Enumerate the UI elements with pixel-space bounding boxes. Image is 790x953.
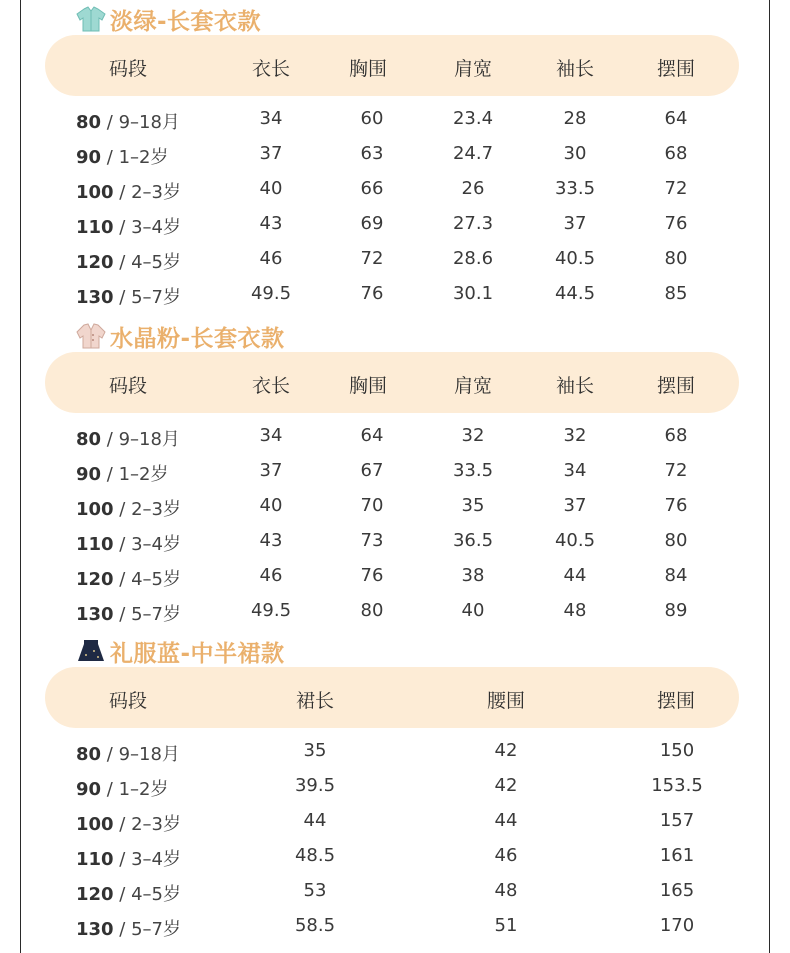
header-hem: 摆围 <box>656 58 696 80</box>
size-label <box>76 213 181 239</box>
table-cell: 48.5 <box>294 845 336 866</box>
header-size: 码段 <box>108 690 148 712</box>
age-range: / 9–18月 <box>101 112 180 133</box>
header-chest: 胸围 <box>348 375 388 397</box>
table-cell: 42 <box>494 740 518 761</box>
header-waist: 腰围 <box>486 690 526 712</box>
table-cell: 44 <box>303 810 327 831</box>
table-cell: 85 <box>664 283 688 304</box>
pink-cardigan-icon <box>74 322 108 350</box>
section-title-text: 水晶粉-长套衣款 <box>110 325 285 352</box>
header-shoulder: 肩宽 <box>453 375 493 397</box>
table-cell: 64 <box>360 425 384 446</box>
table-cell: 30 <box>563 143 587 164</box>
table-cell: 84 <box>664 565 688 586</box>
age-range: / 4–5岁 <box>113 252 181 273</box>
table-cell: 70 <box>360 495 384 516</box>
table-cell: 63 <box>360 143 384 164</box>
table-cell: 32 <box>563 425 587 446</box>
table-cell: 80 <box>664 248 688 269</box>
table-cell: 67 <box>360 460 384 481</box>
table-cell: 37 <box>563 495 587 516</box>
size-code: 130 <box>76 287 114 308</box>
table-cell: 80 <box>664 530 688 551</box>
table-cell: 72 <box>664 460 688 481</box>
age-range: / 5–7岁 <box>113 919 181 940</box>
header-chest: 胸围 <box>348 58 388 80</box>
age-range: / 5–7岁 <box>113 287 181 308</box>
size-code: 90 <box>76 147 102 168</box>
age-range: / 3–4岁 <box>113 217 181 238</box>
size-code: 110 <box>76 217 114 238</box>
table-cell: 35 <box>461 495 485 516</box>
section-title-text: 礼服蓝-中半裙款 <box>110 640 285 667</box>
table-cell: 49.5 <box>250 600 292 621</box>
section-title <box>74 319 285 353</box>
size-label <box>76 283 181 309</box>
table-cell: 76 <box>360 283 384 304</box>
table-cell: 44.5 <box>554 283 596 304</box>
header-length: 衣长 <box>251 58 291 80</box>
size-label <box>76 565 181 591</box>
table-cell: 68 <box>664 143 688 164</box>
size-label <box>76 495 181 521</box>
age-range: / 1–2岁 <box>101 147 169 168</box>
age-range: / 3–4岁 <box>113 849 181 870</box>
table-cell: 39.5 <box>294 775 336 796</box>
size-label <box>76 460 168 486</box>
header-hem: 摆围 <box>656 375 696 397</box>
table-cell: 170 <box>659 915 695 936</box>
table-header <box>45 352 739 413</box>
size-code: 80 <box>76 112 102 133</box>
table-cell: 26 <box>461 178 485 199</box>
table-cell: 73 <box>360 530 384 551</box>
table-cell: 150 <box>659 740 695 761</box>
table-cell: 68 <box>664 425 688 446</box>
header-sleeve: 袖长 <box>555 58 595 80</box>
age-range: / 5–7岁 <box>113 604 181 625</box>
table-cell: 46 <box>494 845 518 866</box>
table-cell: 40.5 <box>554 530 596 551</box>
size-label <box>76 845 181 871</box>
table-cell: 53 <box>303 880 327 901</box>
table-cell: 44 <box>494 810 518 831</box>
table-cell: 40.5 <box>554 248 596 269</box>
table-cell: 165 <box>659 880 695 901</box>
size-code: 120 <box>76 252 114 273</box>
table-cell: 40 <box>259 178 283 199</box>
table-cell: 40 <box>461 600 485 621</box>
table-cell: 24.7 <box>452 143 494 164</box>
green-jacket-icon <box>74 5 108 33</box>
size-label <box>76 810 181 836</box>
table-cell: 23.4 <box>452 108 494 129</box>
size-label <box>76 178 181 204</box>
table-cell: 153.5 <box>651 775 703 796</box>
table-cell: 40 <box>259 495 283 516</box>
size-code: 80 <box>76 429 102 450</box>
table-cell: 32 <box>461 425 485 446</box>
table-header <box>45 35 739 96</box>
header-shoulder: 肩宽 <box>453 58 493 80</box>
size-code: 90 <box>76 464 102 485</box>
size-code: 100 <box>76 499 114 520</box>
age-range: / 9–18月 <box>101 429 180 450</box>
size-label <box>76 880 181 906</box>
table-cell: 43 <box>259 213 283 234</box>
size-code: 80 <box>76 744 102 765</box>
table-cell: 37 <box>563 213 587 234</box>
table-cell: 34 <box>259 425 283 446</box>
table-cell: 33.5 <box>554 178 596 199</box>
age-range: / 4–5岁 <box>113 884 181 905</box>
table-cell: 36.5 <box>452 530 494 551</box>
size-code: 100 <box>76 814 114 835</box>
table-cell: 64 <box>664 108 688 129</box>
table-cell: 35 <box>303 740 327 761</box>
table-cell: 76 <box>664 495 688 516</box>
age-range: / 1–2岁 <box>101 779 169 800</box>
table-cell: 33.5 <box>452 460 494 481</box>
size-code: 110 <box>76 849 114 870</box>
section-title <box>74 634 285 668</box>
table-cell: 46 <box>259 248 283 269</box>
table-cell: 58.5 <box>294 915 336 936</box>
table-cell: 28 <box>563 108 587 129</box>
table-cell: 48 <box>563 600 587 621</box>
header-hem: 摆围 <box>656 690 696 712</box>
table-cell: 76 <box>360 565 384 586</box>
table-cell: 161 <box>659 845 695 866</box>
table-cell: 76 <box>664 213 688 234</box>
table-cell: 34 <box>563 460 587 481</box>
size-code: 120 <box>76 569 114 590</box>
size-code: 100 <box>76 182 114 203</box>
header-length: 衣长 <box>251 375 291 397</box>
header-size: 码段 <box>108 375 148 397</box>
table-cell: 66 <box>360 178 384 199</box>
table-cell: 89 <box>664 600 688 621</box>
size-label <box>76 600 181 626</box>
table-cell: 27.3 <box>452 213 494 234</box>
table-cell: 72 <box>664 178 688 199</box>
header-sleeve: 袖长 <box>555 375 595 397</box>
table-cell: 46 <box>259 565 283 586</box>
size-code: 120 <box>76 884 114 905</box>
section-title <box>74 2 261 36</box>
section-title-text: 淡绿-长套衣款 <box>110 8 262 35</box>
size-label <box>76 775 168 801</box>
table-cell: 69 <box>360 213 384 234</box>
age-range: / 2–3岁 <box>113 499 181 520</box>
size-label <box>76 108 180 134</box>
size-label <box>76 425 180 451</box>
size-label <box>76 740 180 766</box>
size-code: 90 <box>76 779 102 800</box>
table-cell: 37 <box>259 143 283 164</box>
navy-skirt-icon <box>74 637 108 665</box>
table-cell: 72 <box>360 248 384 269</box>
table-cell: 44 <box>563 565 587 586</box>
table-cell: 49.5 <box>250 283 292 304</box>
age-range: / 2–3岁 <box>113 182 181 203</box>
table-cell: 30.1 <box>452 283 494 304</box>
age-range: / 9–18月 <box>101 744 180 765</box>
size-code: 110 <box>76 534 114 555</box>
header-size: 码段 <box>108 58 148 80</box>
age-range: / 2–3岁 <box>113 814 181 835</box>
table-cell: 157 <box>659 810 695 831</box>
table-header <box>45 667 739 728</box>
table-cell: 80 <box>360 600 384 621</box>
table-cell: 51 <box>494 915 518 936</box>
table-cell: 60 <box>360 108 384 129</box>
size-label <box>76 248 181 274</box>
header-skirt-length: 裙长 <box>295 690 335 712</box>
size-label <box>76 915 181 941</box>
size-code: 130 <box>76 604 114 625</box>
table-cell: 48 <box>494 880 518 901</box>
table-cell: 43 <box>259 530 283 551</box>
table-cell: 38 <box>461 565 485 586</box>
table-cell: 37 <box>259 460 283 481</box>
table-cell: 34 <box>259 108 283 129</box>
age-range: / 1–2岁 <box>101 464 169 485</box>
table-cell: 42 <box>494 775 518 796</box>
table-cell: 28.6 <box>452 248 494 269</box>
age-range: / 4–5岁 <box>113 569 181 590</box>
size-label <box>76 530 181 556</box>
age-range: / 3–4岁 <box>113 534 181 555</box>
size-code: 130 <box>76 919 114 940</box>
size-label <box>76 143 168 169</box>
